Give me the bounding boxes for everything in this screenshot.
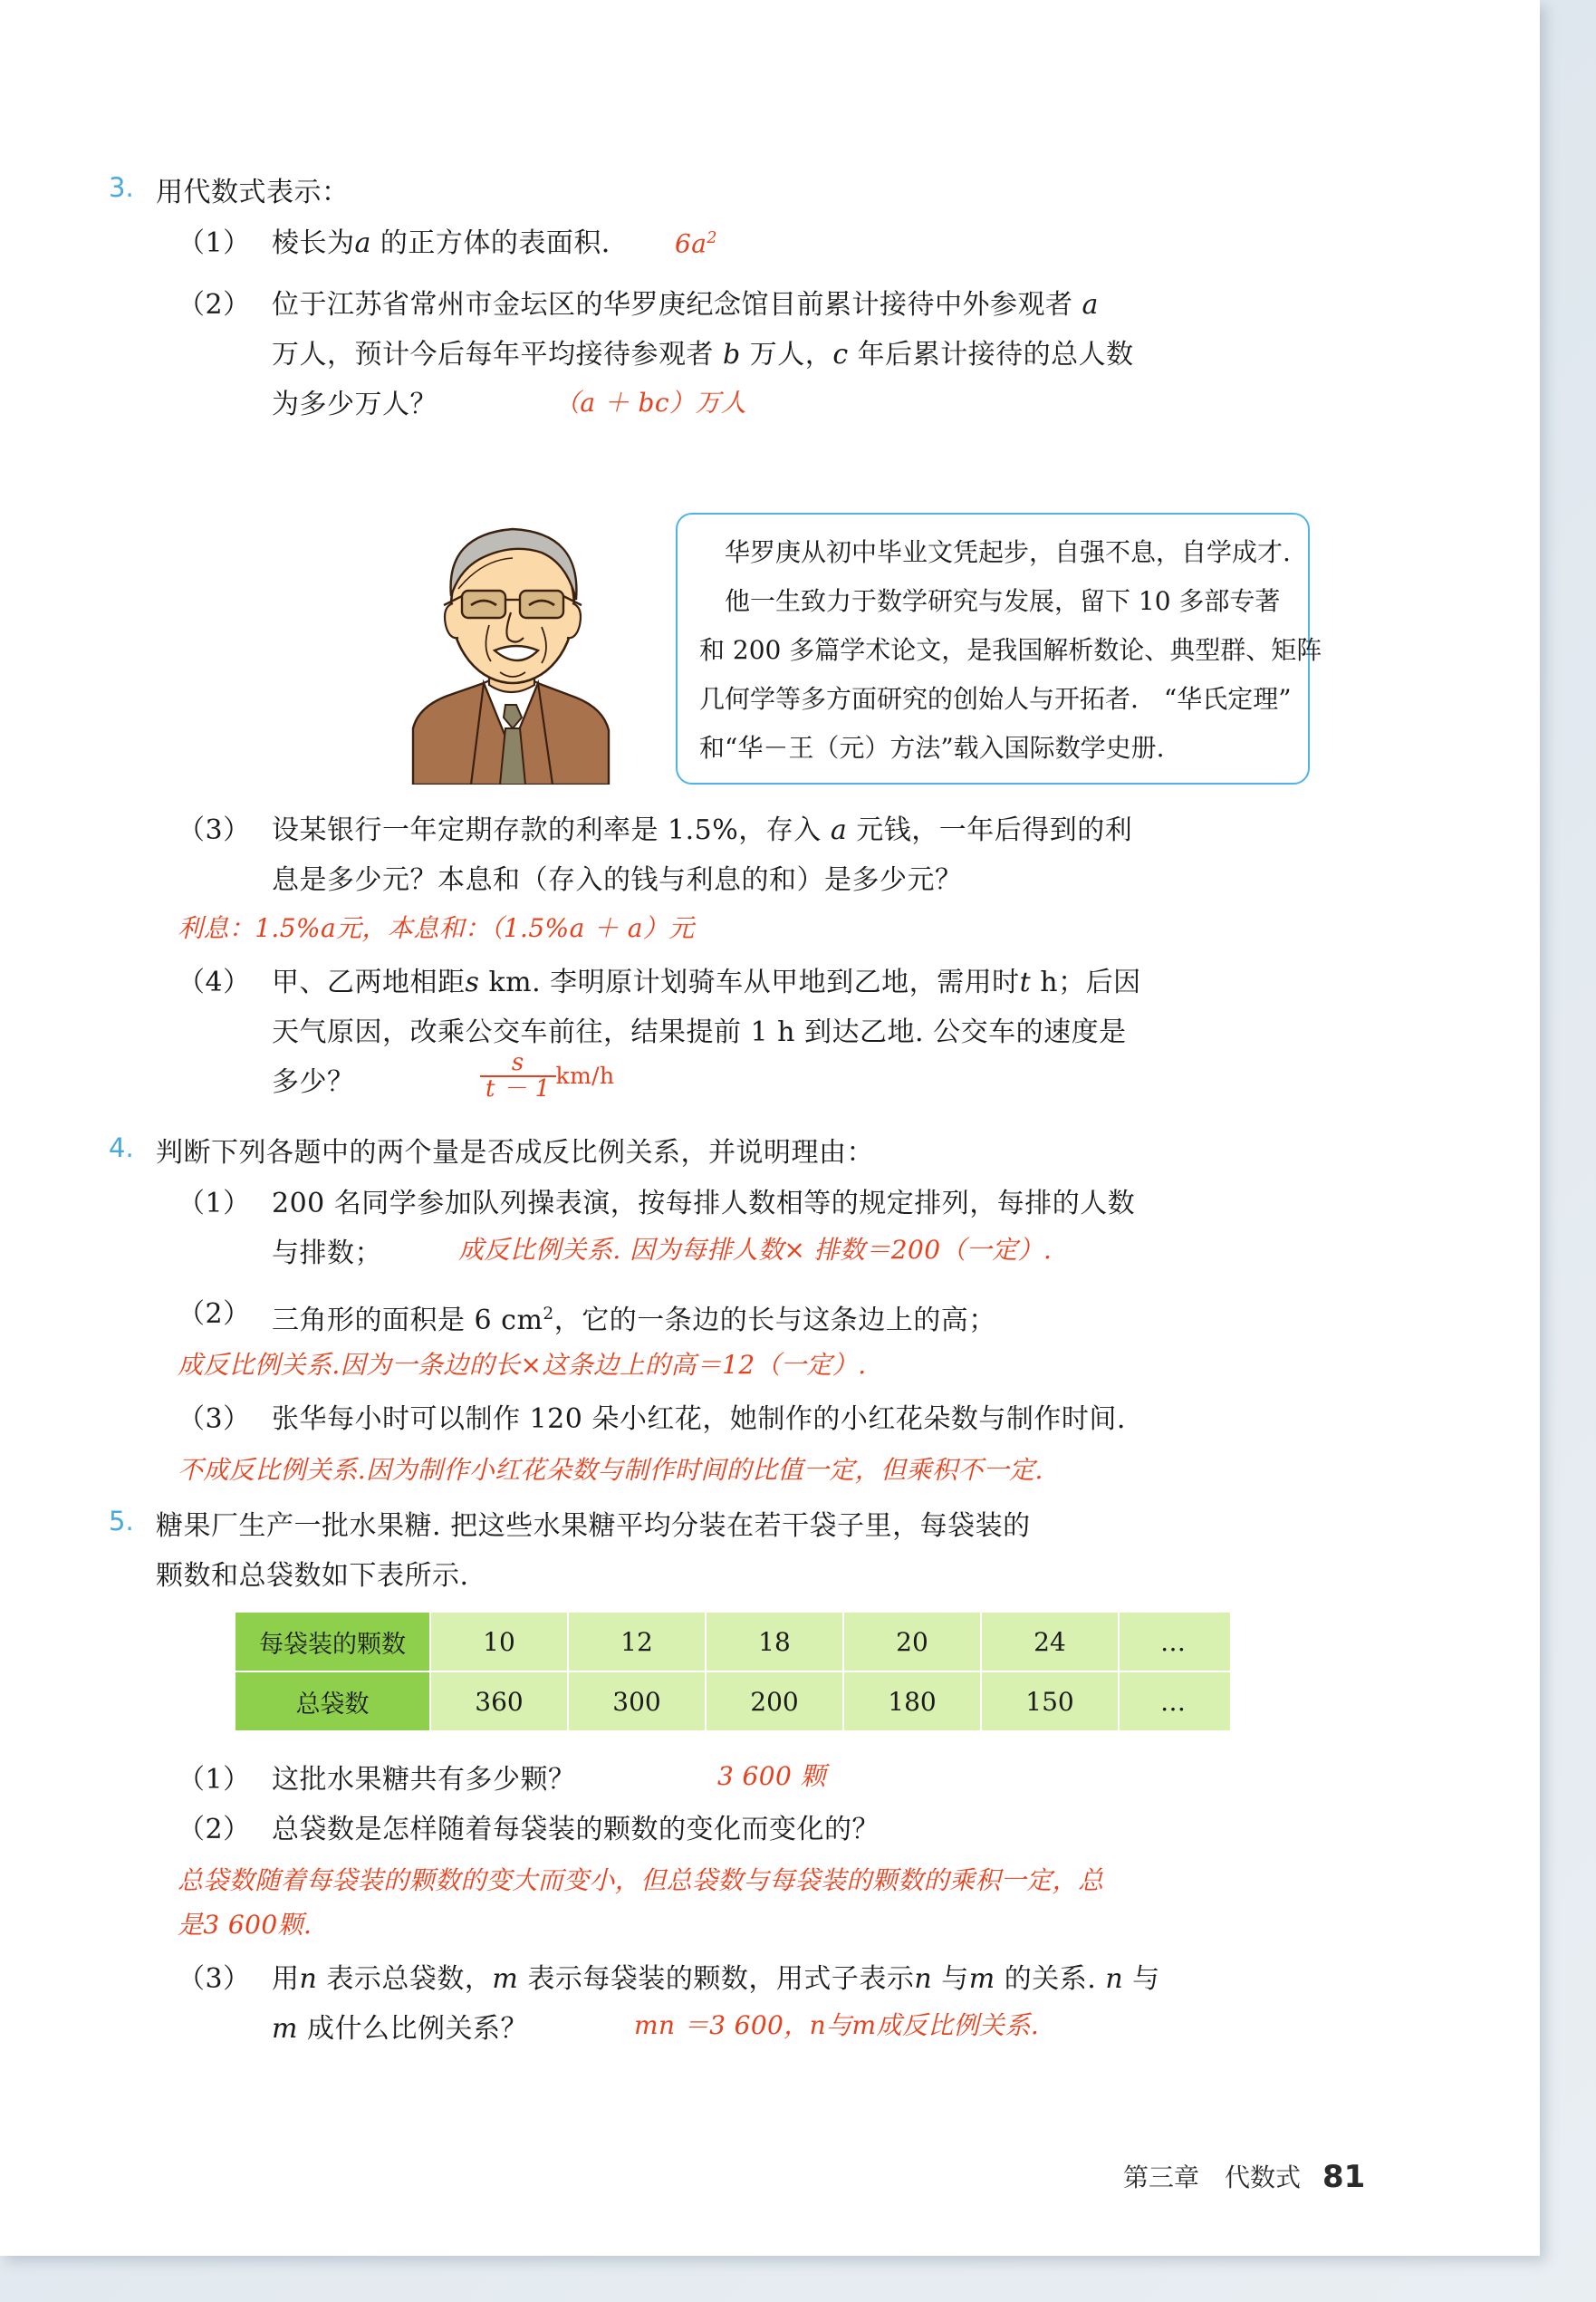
exercise-3-item-3-label: （3） (178, 814, 251, 846)
exercise-3-item-2-line-1: 位于江苏省常州市金坛区的华罗庚纪念馆目前累计接待中外参观者 a (272, 289, 1099, 321)
exercise-4-item-2-answer: 成反比例关系.因为一条边的长×这条边上的高＝12（一定）. (178, 1350, 867, 1380)
exercise-3-item-4-label: （4） (178, 967, 251, 998)
exercise-4-item-1-line-2: 与排数； (272, 1238, 382, 1269)
fraction-denominator: t － 1 (480, 1075, 556, 1102)
table-cell: 20 (843, 1612, 981, 1671)
exercise-5-item-1-label: （1） (178, 1764, 251, 1796)
exercise-3-item-1-label: （1） (178, 227, 251, 259)
exercise-5-item-3-line-1: 用n 表示总袋数，m 表示每袋装的颗数，用式子表示n 与m 的关系. n 与 (272, 1963, 1160, 1995)
table-cell: 180 (843, 1671, 981, 1731)
exercise-number-5: 5. (109, 1506, 134, 1536)
exercise-3-item-2-answer: （a ＋ bc）万人 (554, 388, 747, 418)
table-row (235, 1612, 1231, 1671)
exercise-5-stem-line-1: 糖果厂生产一批水果糖. 把这些水果糖平均分装在若干袋子里，每袋装的 (156, 1510, 1031, 1542)
exercise-5-item-2-label: （2） (178, 1814, 251, 1845)
exercise-4-stem: 判断下列各题中的两个量是否成反比例关系，并说明理由： (156, 1137, 874, 1169)
table-cell: 24 (981, 1612, 1119, 1671)
exercise-4-item-3-answer: 不成反比例关系.因为制作小红花朵数与制作时间的比值一定，但乘积不一定. (178, 1455, 1043, 1485)
exercise-5-item-2-answer-line-2: 是3 600颗. (178, 1910, 312, 1940)
exercise-5-item-1-line-1: 这批水果糖共有多少颗？ (272, 1764, 576, 1796)
exercise-5-item-3-label: （3） (178, 1963, 251, 1995)
exercise-3-item-4-line-1: 甲、乙两地相距s km. 李明原计划骑车从甲地到乙地，需用时t h；后因 (272, 967, 1141, 998)
exercise-3-item-2-line-2: 万人，预计今后每年平均接待参观者 b 万人，c 年后累计接待的总人数 (272, 339, 1134, 371)
exercise-3-item-4-answer-fraction (480, 1051, 615, 1103)
infobox-line-5: 和“华－王（元）方法”载入国际数学史册. (699, 733, 1165, 763)
table-row-header-per-bag: 每袋装的颗数 (235, 1612, 430, 1671)
exercise-3-item-4-line-2: 天气原因，改乘公交车前往，结果提前 1 h 到达乙地. 公交车的速度是 (272, 1016, 1127, 1048)
hua-luogeng-info-box (676, 513, 1322, 785)
exercise-5-item-1-answer: 3 600 颗 (717, 1761, 826, 1791)
table-cell: 150 (981, 1671, 1119, 1731)
exercise-3-item-1-answer: $6a^2$ (675, 228, 717, 259)
exercise-number-3: 3. (109, 172, 134, 203)
exercise-3-item-2-line-3: 为多少万人？ (272, 389, 437, 420)
exercise-5-item-2-line-1: 总袋数是怎样随着每袋装的颗数的变化而变化的？ (272, 1814, 880, 1845)
exercise-3-item-4-line-3: 多少？ (272, 1066, 355, 1098)
exercise-4-item-1-label: （1） (178, 1188, 251, 1219)
exercise-4-item-2-line-1: 三角形的面积是 6 $cm^2$，它的一条边的长与这条边上的高； (272, 1305, 996, 1336)
exercise-4-item-3-label: （3） (178, 1403, 251, 1435)
table-cell: 18 (706, 1612, 843, 1671)
table-cell-ellipsis: … (1119, 1612, 1231, 1671)
exercise-4-item-1-answer: 成反比例关系. 因为每排人数× 排数＝200（一定）. (458, 1235, 1053, 1265)
candy-data-table (234, 1611, 1232, 1732)
exercise-5-item-3-answer: mn ＝3 600，n与m成反比例关系. (634, 2010, 1040, 2040)
exercise-3-item-1-line-1: 棱长为a 的正方体的表面积． (272, 227, 630, 259)
table-cell: 10 (430, 1612, 568, 1671)
table-row-header-total-bags: 总袋数 (235, 1671, 430, 1731)
exercise-number-4: 4. (109, 1132, 134, 1163)
exercise-4-item-2-label: （2） (178, 1298, 251, 1330)
exercise-3-item-3-answer: 利息：1.5%a元，本息和：（1.5%a ＋ a）元 (178, 913, 695, 943)
exercise-5-item-2-answer-line-1: 总袋数随着每袋装的颗数的变大而变小，但总袋数与每袋装的颗数的乘积一定，总 (178, 1865, 1104, 1895)
exercise-4-item-1-line-1: 200 名同学参加队列操表演，按每排人数相等的规定排列，每排的人数 (272, 1188, 1136, 1219)
infobox-line-1: 华罗庚从初中毕业文凭起步，自强不息，自学成才. (699, 537, 1291, 567)
table-cell-ellipsis: … (1119, 1671, 1231, 1731)
exercise-3-item-3-line-2: 息是多少元？本息和（存入的钱与利息的和）是多少元？ (272, 864, 963, 896)
fraction-numerator: s (511, 1049, 524, 1076)
footer-page-number: 81 (1322, 2159, 1366, 2195)
infobox-line-2: 他一生致力于数学研究与发展，留下 10 多部专著 (699, 586, 1281, 616)
table-cell: 200 (706, 1671, 843, 1731)
fraction-unit: km/h (555, 1063, 615, 1089)
infobox-line-4: 几何学等多方面研究的创始人与开拓者. “华氏定理” (699, 684, 1292, 714)
exercise-3-item-2-label: （2） (178, 289, 251, 321)
exercise-4-item-3-line-1: 张华每小时可以制作 120 朵小红花，她制作的小红花朵数与制作时间. (272, 1403, 1126, 1435)
table-row (235, 1671, 1231, 1731)
exercise-3-stem: 用代数式表示： (156, 177, 350, 208)
table-cell: 12 (568, 1612, 706, 1671)
exercise-5-item-3-line-2: m 成什么比例关系？ (272, 2013, 528, 2045)
footer-chapter-label: 第三章 代数式 (1123, 2162, 1302, 2192)
page-footer (1123, 2158, 1365, 2195)
table-cell: 360 (430, 1671, 568, 1731)
exercise-5-stem-line-2: 颗数和总袋数如下表所示. (156, 1560, 469, 1592)
exercise-3-item-3-line-1: 设某银行一年定期存款的利率是 1.5%，存入 a 元钱，一年后得到的利 (272, 814, 1133, 846)
hua-luogeng-portrait (406, 513, 616, 785)
table-cell: 300 (568, 1671, 706, 1731)
infobox-line-3: 和 200 多篇学术论文，是我国解析数论、典型群、矩阵 (699, 635, 1322, 665)
